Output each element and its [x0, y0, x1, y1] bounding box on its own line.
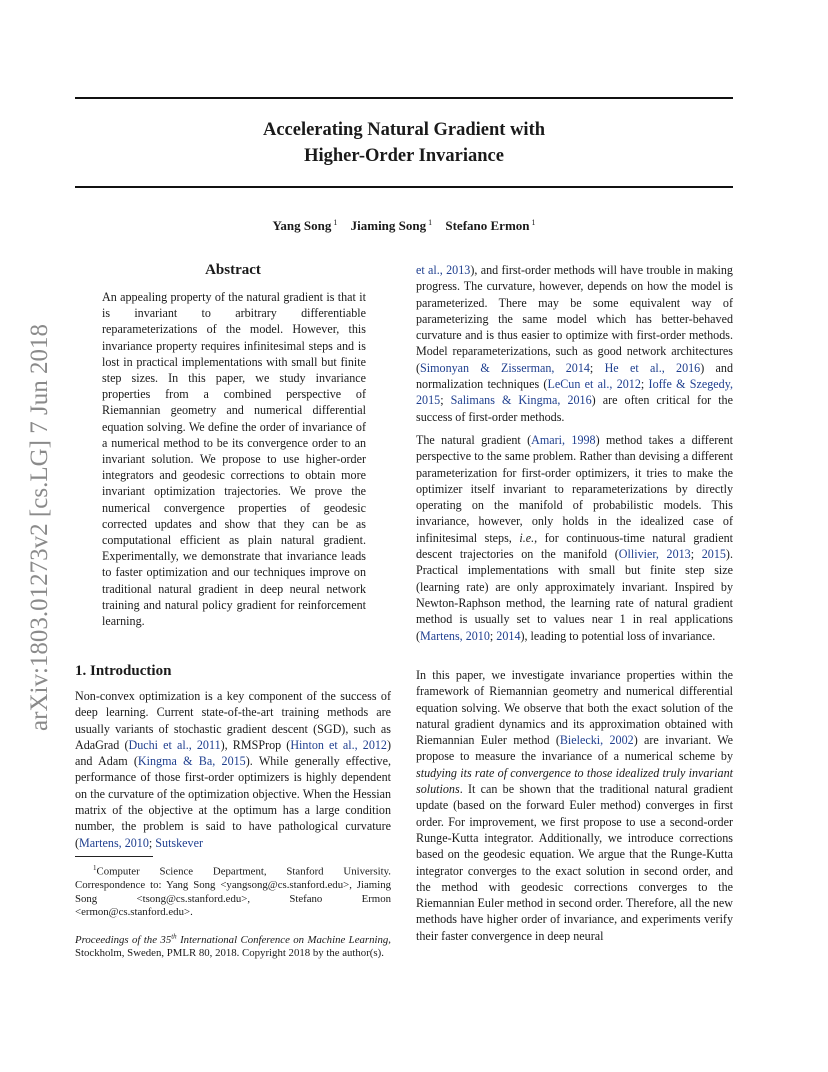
ordinal-suffix: th: [171, 932, 177, 940]
citation-link[interactable]: Sutskever: [155, 835, 203, 850]
arxiv-stamp: [20, 300, 60, 755]
intro-text: ;: [148, 835, 156, 850]
body-text: ) are often critical for the success of first-order methods.: [416, 393, 733, 424]
intro-text: ), RMSProp (: [220, 737, 291, 752]
author-affiliation-mark: 1: [428, 218, 433, 227]
citation-link[interactable]: et al., 2013: [416, 263, 471, 277]
author-1: [272, 218, 337, 233]
footnote-mark: 1: [93, 864, 97, 872]
citation-link[interactable]: Kingma & Ba, 2015: [137, 754, 246, 769]
body-text: ;: [440, 393, 451, 408]
intro-text: ). While generally effective, performance of those first-order optimizers is highly dependent on the curvature of the optimization objective. When the Hessian matrix of the objective at the optimum has a large condition number, the problem is said to have pathological curvature (: [75, 754, 391, 850]
body-text: The natural gradient (: [416, 433, 532, 447]
title-rule-bottom: [75, 186, 733, 188]
title-line-1: Accelerating Natural Gradient with: [262, 120, 546, 140]
abstract-heading: Abstract: [205, 262, 261, 278]
citation-link[interactable]: Hinton et al., 2012: [290, 737, 387, 752]
right-paragraph-1: [416, 262, 733, 425]
author-list: [75, 214, 733, 235]
proceedings-note: [75, 930, 391, 961]
proceedings-text: Proceedings of the 35: [75, 933, 172, 946]
body-text: ;: [640, 377, 649, 392]
body-text: ;: [489, 628, 497, 643]
abstract-text: An appealing property of the natural gradient is that it is invariant to arbitrary differentiable reparameterizations of the model. However, this invariance property requires infinitesimal steps and is lost in practical implementations with small but finite step sizes. In this paper, we study invariance properties from a combined perspective of Riemannian geometry and numerical differential equation solving. We define the order of invariance of a numerical method to be its convergence order to an invariant solution. We propose to use higher-order integrators and geodesic corrections to obtain more invariant optimization trajectories. We prove the numerical convergence properties of geodesic corrected updates and show that they can be as computational efficient as plain natural gradient. Experimentally, we demonstrate that invariance leads to faster optimization and our techniques improve on traditional natural gradient in deep neural network training and natural policy gradient for reinforcement learning.: [102, 290, 366, 629]
right-paragraph-2: [416, 432, 733, 644]
introduction-heading: 1. Introduction: [75, 663, 172, 679]
right-paragraph-3: [416, 667, 733, 944]
citation-link[interactable]: 2015: [701, 547, 726, 562]
citation-link[interactable]: Ioffe & Szegedy, 2015: [416, 377, 733, 408]
author-affiliation-mark: 1: [333, 218, 338, 227]
emphasis-text: studying its rate of convergence to those idealized truly invariant solutions: [416, 765, 733, 797]
footnote-rule: [75, 856, 153, 857]
introduction-paragraph: [75, 688, 391, 851]
citation-link[interactable]: Salimans & Kingma, 2016: [450, 393, 592, 408]
body-text: . It can be shown that the traditional natural gradient update (based on the forward Euler method) converges in first order. For improvement, we first propose to use a second-order Runge-Kutta integrator. Additionally, we introduce corrections based on the geodesic equation. We argue that the Runge-Kutta integrator converges to the exact solution in second order, and the method with geodesic corrections converges to the Riemannian Euler method in second order. Therefore, all the new methods have higher order of invariance, and experiments verify their faster convergence in deep neural: [416, 782, 733, 943]
body-text: In this paper, we investigate invariance properties within the framework of Riemannian geometry and numerical differential equation solving. We observe that both the exact solution of the natural gradient dynamics and its approximation obtained with Riemannian Euler method (: [416, 668, 733, 748]
body-text: ), and first-order methods will have trouble in making progress. The curvature, however, depends on how the model is parameterized. There may be some equivalent way of parameterizing the same model which has better-behaved curvature and is thus easier to optimize with first-order methods. Model reparameterizations, such as good network architectures (: [416, 263, 733, 375]
citation-link[interactable]: Martens, 2010: [79, 835, 149, 850]
citation-link[interactable]: Duchi et al., 2011: [128, 737, 221, 752]
proceedings-text: , Stockholm, Sweden, PMLR 80, 2018. Copyright 2018 by the author(s).: [75, 933, 391, 960]
citation-link[interactable]: Martens, 2010: [420, 628, 490, 643]
author-2: [351, 218, 433, 233]
body-text: ;: [690, 547, 702, 562]
citation-link[interactable]: He et al., 2016: [604, 360, 701, 375]
body-text: , for continuous-time natural gradient descent trajectories on the manifold (: [416, 530, 733, 562]
emphasis-text: i.e.: [519, 530, 535, 545]
body-text: ) method takes a different perspective to the same problem. Rather than devising a different parameterization for first-order optimizers, it tries to make the optimizer itself invariant to reparameterizations by directly operating on the manifold of probabilistic models. This invariance, however, only holds in the idealized case of infinitesimal steps,: [416, 433, 733, 545]
body-text: ) and normalization techniques (: [416, 360, 733, 392]
citation-link[interactable]: Ollivier, 2013: [618, 547, 691, 562]
title-rule-top: [75, 97, 733, 99]
author-name: Yang Song: [272, 218, 332, 234]
citation-link[interactable]: Bielecki, 2002: [559, 733, 634, 748]
body-text: ;: [589, 360, 605, 375]
footnote-text: Computer Science Department, Stanford University. Correspondence to: Yang Song <yangsong@cs.stanford.edu>, Jiaming Song <tsong@cs.stanford.edu>, Stefano Ermon <ermon@cs.stanford.edu>.: [75, 865, 391, 919]
arxiv-stamp-text: arXiv:1803.01273v2 [cs.LG] 7 Jun 2018: [26, 324, 53, 731]
citation-link[interactable]: Amari, 1998: [531, 433, 596, 447]
paper-title: [75, 117, 733, 169]
body-text: ) are invariant. We propose to measure the invariance of a numerical scheme by: [416, 733, 734, 764]
intro-text: ) and Adam (: [75, 737, 391, 769]
citation-link[interactable]: 2014: [496, 628, 521, 643]
body-text: ). Practical implementations with small but finite step size (learning rate) are only approximately invariant. Inspired by Newton-Raphson method, the learning rate of natural gradient method is usually set to values near 1 in real applications (: [416, 547, 733, 643]
proceedings-text: International Conference on Machine Learning: [176, 933, 389, 946]
author-name: Stefano Ermon: [445, 218, 530, 234]
body-text: ), leading to potential loss of invariance.: [520, 628, 716, 643]
proceedings-venue: [75, 934, 388, 946]
author-name: Jiaming Song: [350, 218, 427, 234]
title-line-2: Higher-Order Invariance: [304, 146, 504, 166]
citation-link[interactable]: LeCun et al., 2012: [547, 377, 641, 392]
citation-link[interactable]: Simonyan & Zisserman, 2014: [420, 360, 590, 375]
author-3: [445, 218, 535, 233]
author-affiliation-mark: 1: [531, 218, 536, 227]
intro-text: Non-convex optimization is a key component of the success of deep learning. Current state-of-the-art training methods are usually variants of stochastic gradient descent (SGD), such as AdaGrad (: [75, 689, 391, 752]
affiliation-footnote: [75, 862, 391, 920]
